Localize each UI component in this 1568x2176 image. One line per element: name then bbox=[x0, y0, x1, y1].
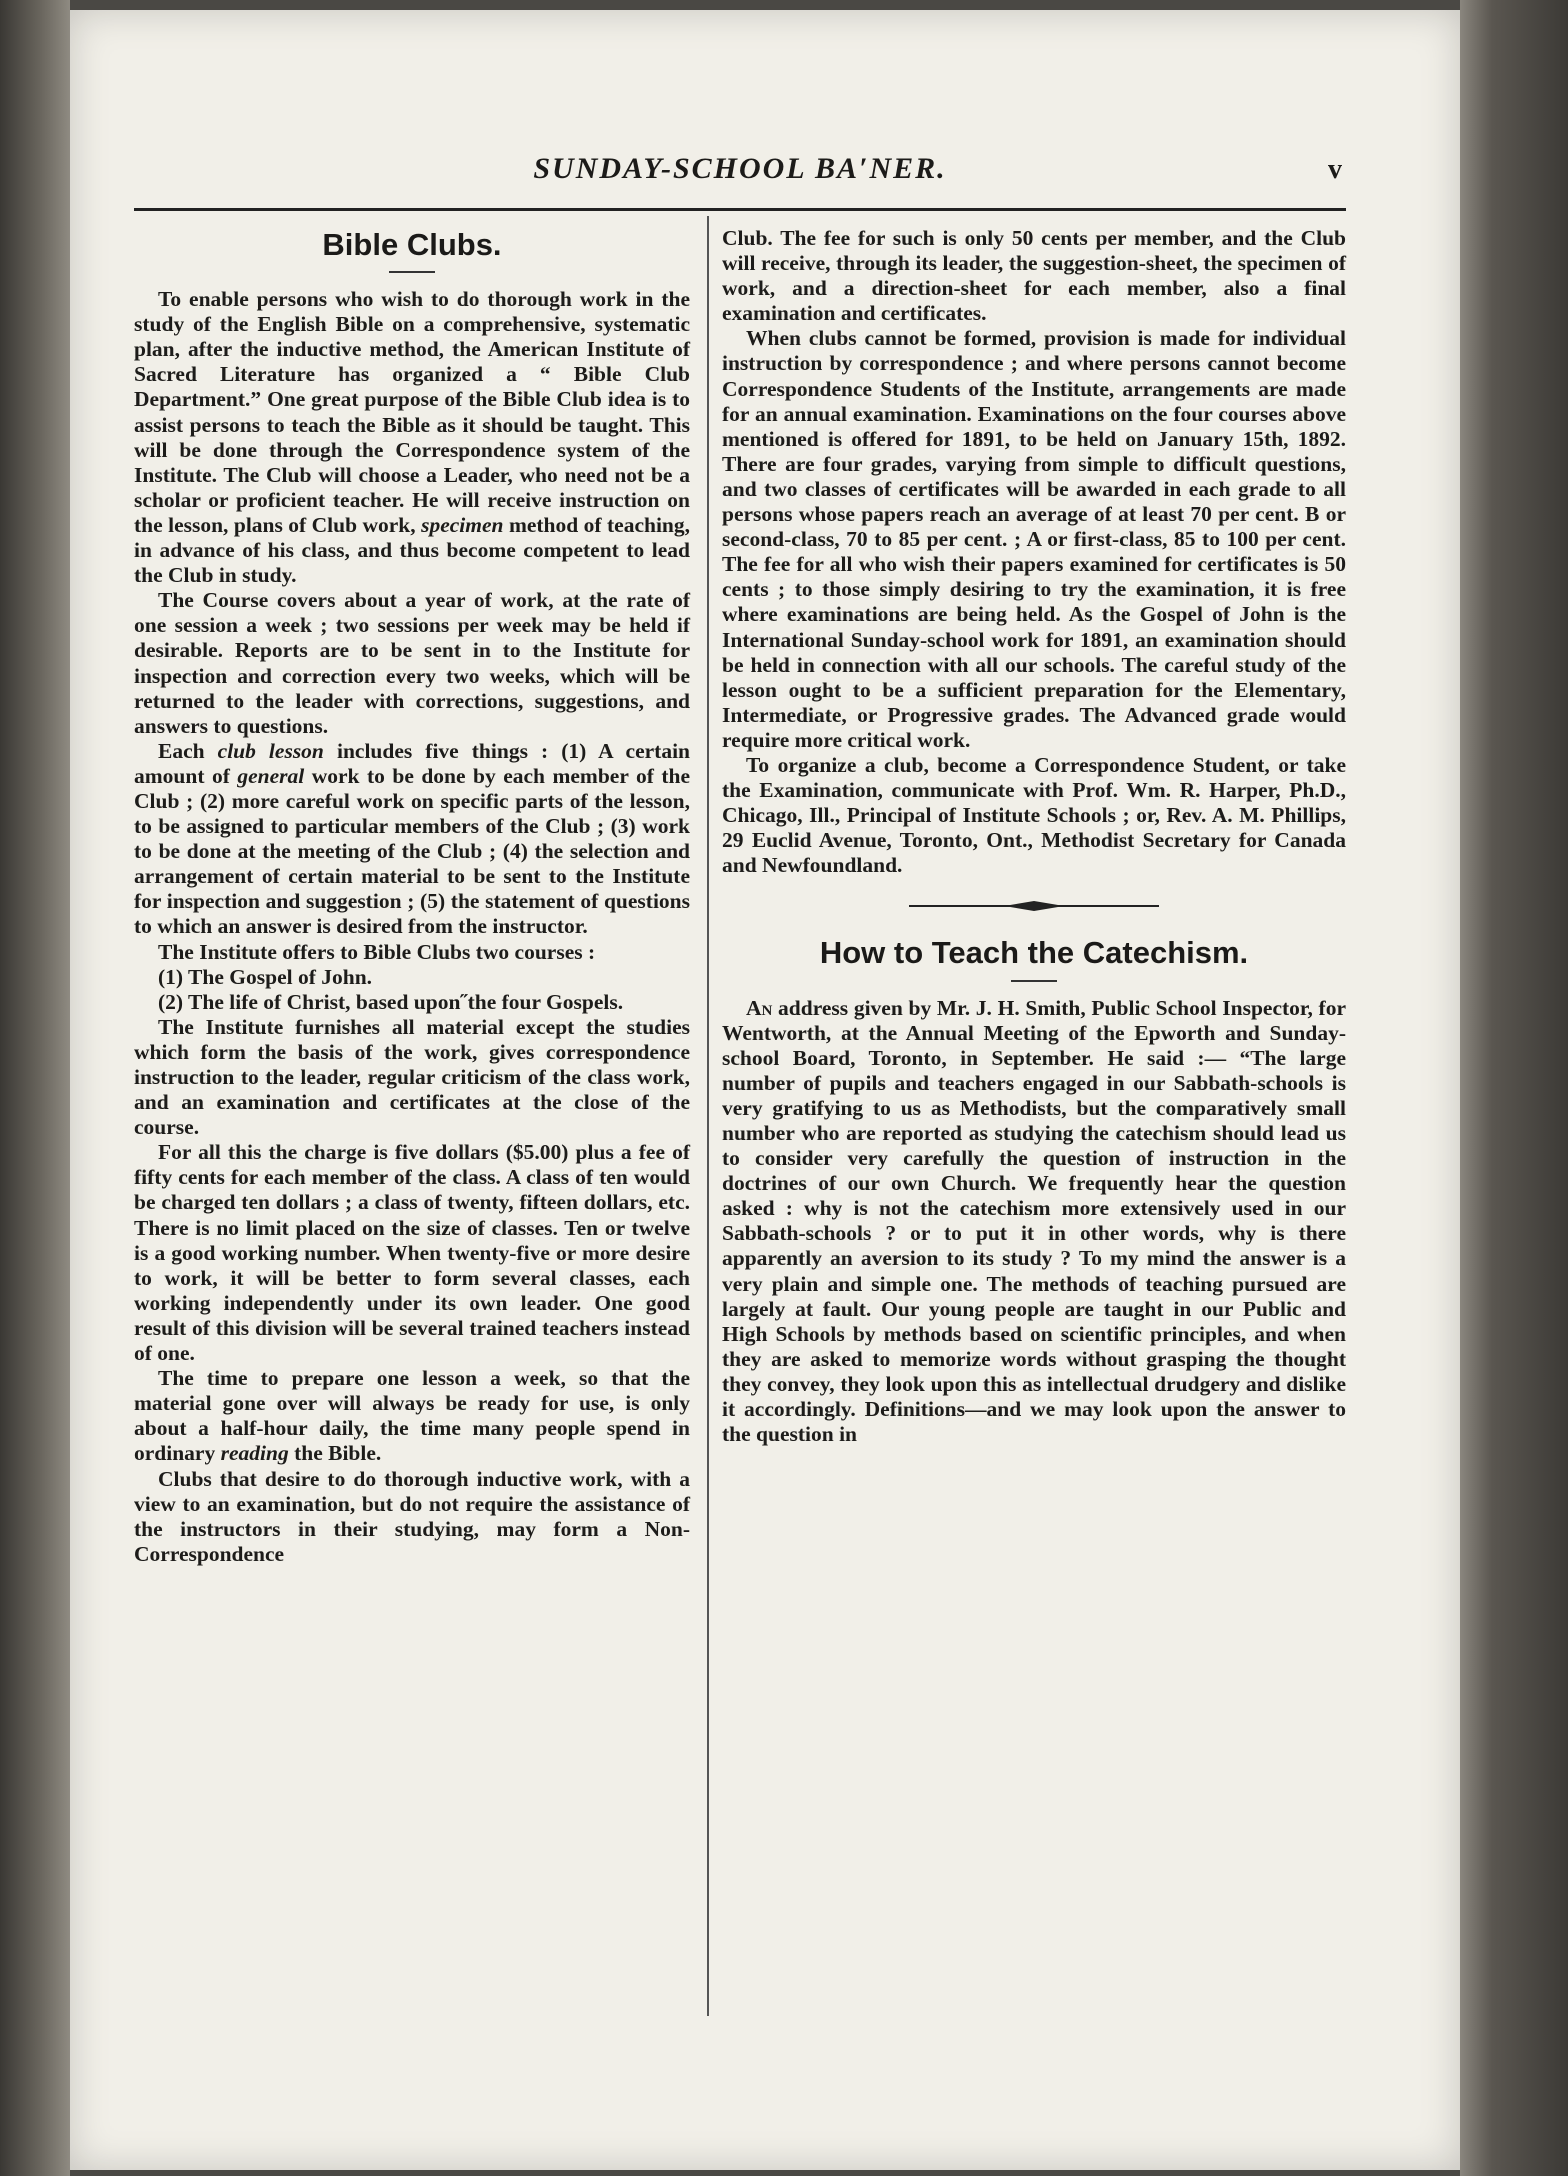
paragraph: When clubs cannot be formed, provision is made for individual instruction by correspondence ; and where persons cannot become Correspondence Students of the Institute, arrangements are made for an annual examination. Examinations on the four courses above mentioned is offered for 1891, to be held on January 15th, 1892. There are four grades, varying from simple to difficult questions, and two classes of certificates will be awarded in each grade to all persons whose papers reach an average of at least 70 per cent. B or second-class, 70 to 85 per cent. ; A or first-class, 85 to 100 per cent. The fee for all who wish their papers examined for certificates is 50 cents ; to those simply desiring to try the examination, it is free where examinations are being held. As the Gospel of John is the International Sunday-school work for 1891, an examination should be held in connection with all our schools. The careful study of the lesson ought to be a sufficient preparation for the Elementary, Intermediate, or Progressive grades. The Advanced grade would require more critical work. bbox=[722, 326, 1346, 752]
title-rule bbox=[389, 271, 435, 273]
section-title-bible-clubs: Bible Clubs. bbox=[322, 227, 502, 262]
paragraph: The time to prepare one lesson a week, so that the material gone over will always be ready for use, is only about a half-hour daily, the time many people spend in ordinary reading the Bible. bbox=[134, 1366, 690, 1466]
column-divider bbox=[707, 216, 709, 2016]
header-rule bbox=[134, 208, 1346, 211]
list-item: (1) The Gospel of John. bbox=[158, 964, 373, 989]
paragraph: To organize a club, become a Correspondence Student, or take the Examination, communicate with Prof. Wm. R. Harper, Ph.D., Chicago, Ill., Principal of Institute Schools ; or, Rev. A. M. Phillips, 29 Euclid Avenue, Toronto, Ont., Methodist Secretary for Canada and Newfoundland. bbox=[722, 752, 1346, 878]
paragraph: Each club lesson includes five things : (1) A certain amount of general work to be done by each member of the Club ; (2) more careful work on specific parts of the lesson, to be assigned to particular members of the Club ; (3) work to be done at the meeting of the Club ; (4) the selection and arrangement of certain material to be sent to the Institute for inspection and suggestion ; (5) the statement of questions to which an answer is desired from the instructor. bbox=[134, 738, 691, 939]
page-header bbox=[134, 152, 1346, 202]
emphasis: general bbox=[237, 763, 305, 788]
paragraph: Clubs that desire to do thorough inductive work, with a view to an examination, but do not require the assistance of the instructors in their studying, may form a Non-Correspondence bbox=[134, 1466, 690, 1566]
paragraph: The Course covers about a year of work, at the rate of one session a week ; two sessions per week may be held if desirable. Reports are to be sent in to the Institute for inspection and correction every two weeks, which will be returned to the leader with corrections, suggestions, and answers to questions. bbox=[134, 588, 690, 738]
paragraph: The Institute offers to Bible Clubs two courses : bbox=[158, 939, 596, 964]
book-right-edge bbox=[1460, 0, 1568, 2176]
section-divider-ornament bbox=[909, 900, 1159, 912]
emphasis: club lesson bbox=[217, 738, 324, 763]
running-title: SUNDAY-SCHOOL BA′NER. bbox=[533, 152, 947, 185]
list-item: (2) The life of Christ, based upon˝the four Gospels. bbox=[158, 989, 624, 1014]
paragraph: To enable persons who wish to do thorough work in the study of the English Bible on a comprehensive, systematic plan, after the inductive method, the American Institute of Sacred Literature has organized a “ Bible Club Department.” One great purpose of the Bible Club idea is to assist persons to teach the Bible as it should be taught. This will be done through the Correspondence system of the Institute. The Club will choose a Leader, who need not be a scholar or proficient teacher. He will receive instruction on the lesson, plans of Club work, specimen method of teaching, in advance of his class, and thus become competent to lead the Club in study. bbox=[134, 287, 690, 588]
paragraph: Club. The fee for such is only 50 cents per member, and the Club will receive, through its leader, the suggestion-sheet, the specimen of work, and a direction-sheet for each member, also a final examination and certificates. bbox=[722, 226, 1346, 326]
page-number: v bbox=[1328, 154, 1342, 185]
paragraph: The Institute furnishes all material except the studies which form the basis of the work, gives correspondence instruction to the leader, regular criticism of the class work, and an examination and certificates at the close of the course. bbox=[134, 1014, 690, 1140]
paragraph: For all this the charge is five dollars ($5.00) plus a fee of fifty cents for each member of the class. A class of ten would be charged ten dollars ; a class of twenty, fifteen dollars, etc. There is no limit placed on the size of classes. Ten or twelve is a good working number. When twenty-five or more desire to work, it will be better to form several classes, each working independently under its own leader. One good result of this division will be several trained teachers instead of one. bbox=[134, 1140, 690, 1366]
section-title-catechism: How to Teach the Catechism. bbox=[819, 935, 1249, 971]
paragraph: An address given by Mr. J. H. Smith, Public School Inspector, for Wentworth, at the Annual Meeting of the Epworth and Sunday-school Board, Toronto, in September. He said :— “The large number of pupils and teachers engaged in our Sabbath-schools is very gratifying to us as Methodists, but the comparatively small number who are reported as studying the catechism should lead us to consider very carefully the question of instruction in the doctrines of our own Church. We frequently hear the question asked : why is not the catechism more extensively used in our Sabbath-schools ? or to put it in other words, why is there apparently an aversion to its study ? To my mind the answer is a very plain and simple one. The methods of teaching pursued are largely at fault. Our young people are taught in our Public and High Schools by methods based on scientific principles, and when they are asked to memorize words without grasping the thought they convey, they look upon this as intellectual drudgery and dislike it accordingly. Definitions—and we may look upon the answer to the question in bbox=[722, 995, 1346, 1447]
emphasis: specimen bbox=[421, 512, 504, 537]
left-column bbox=[134, 227, 691, 1567]
emphasis: reading bbox=[220, 1441, 289, 1466]
title-rule bbox=[1011, 980, 1057, 982]
right-column bbox=[722, 226, 1346, 1447]
book-left-edge bbox=[0, 0, 70, 2176]
lead-word: An bbox=[746, 995, 773, 1020]
